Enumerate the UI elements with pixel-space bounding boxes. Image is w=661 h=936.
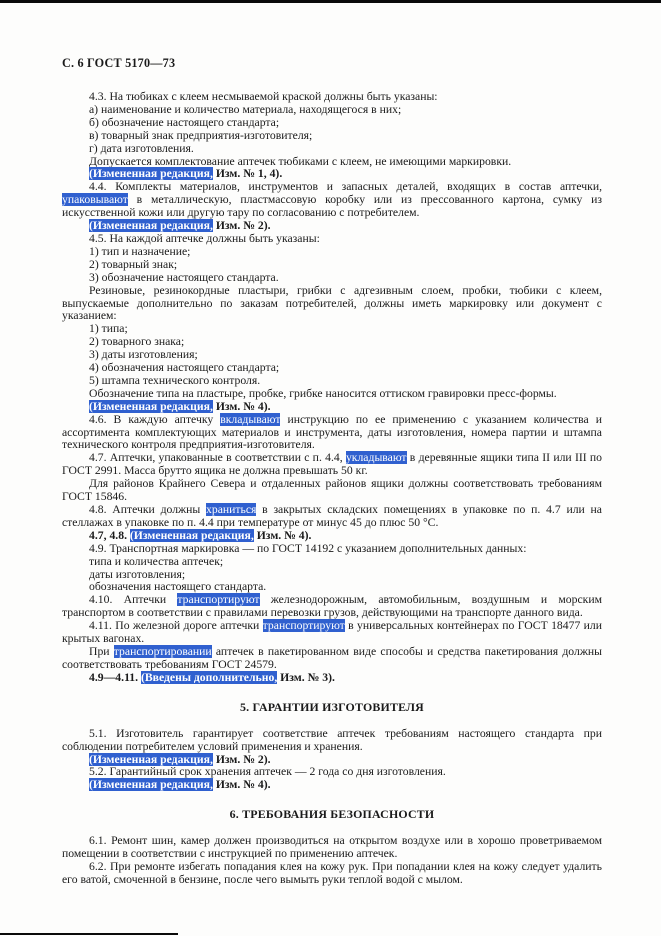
text-run: в закрытых складских помещениях в упаковке по п. 4.7 или на стеллажах в упаковке по п. 4.4 при температуре от минус 45 до плюс 50 °С. (62, 503, 602, 529)
text-run: 4) обозначения настоящего стандарта; (89, 361, 280, 375)
paragraph (62, 388, 602, 401)
scan-edge-top (0, 0, 661, 3)
text-run: 5.1. Изготовитель гарантирует соответствие аптечек требованиям настоящего стандарта при соблюдении потребителем условий применения и хранения. (62, 726, 602, 753)
text-run: 5. ГАРАНТИИ ИЗГОТОВИТЕЛЯ (240, 699, 424, 714)
text-run: 4.7. Аптечки, упакованные в соответствии с п. 4.4, (89, 451, 346, 465)
search-highlight: (Введены дополнительно, (140, 670, 278, 684)
search-highlight: упаковывают (62, 193, 128, 207)
paragraph (62, 861, 602, 887)
text-run: Резиновые, резинокордные пластыри, грибки с адгезивным слоем, пробки, тюбики с клеем, выпускаемые дополнительно по заказам потребителей, должны иметь маркировку или документ с указанием: (62, 283, 602, 323)
text-run: Изм. № 4). (212, 399, 271, 413)
text-run: 2) товарный знак; (89, 257, 178, 271)
text-run: 2) товарного знака; (89, 335, 185, 349)
text-run: 4.10. Аптечки (89, 593, 178, 607)
paragraph (62, 414, 602, 453)
text-run: 4.4. Комплекты материалов, инструментов и запасных деталей, входящих в состав аптечки, (89, 180, 602, 194)
paragraph (62, 620, 602, 646)
text-run: 1) типа; (89, 322, 128, 336)
text-run: а) наименование и количество материала, находящегося в них; (89, 102, 402, 116)
paragraph (62, 779, 602, 792)
paragraph (62, 835, 602, 861)
page-header: С. 6 ГОСТ 5170—73 (62, 56, 176, 70)
text-run: железнодорожным, автомобильным, воздушным и морским транспортом в соответствии с правилами перевозки грузов, действующими на транспорте данного вида. (62, 593, 602, 620)
text-run: Изм. № 1, 4). (212, 167, 283, 181)
paragraph (62, 285, 602, 324)
paragraph (62, 594, 602, 620)
section-heading (62, 701, 602, 714)
search-highlight: (Измененная редакция, (89, 399, 213, 413)
text-run: 4.3. На тюбиках с клеем несмываемой краской должны быть указаны: (89, 90, 438, 103)
text-run: 4.7, 4.8. (89, 528, 130, 542)
search-highlight: (Измененная редакция, (89, 167, 213, 181)
paragraph (62, 452, 602, 478)
paragraph (62, 181, 602, 220)
text-run: типа и количества аптечек; (89, 554, 224, 568)
text-run: 6.1. Ремонт шин, камер должен производиться на открытом воздухе или в хорошо проветриваемом помещении в соответствии с инструкцией по применению аптечек. (62, 834, 602, 861)
text-run: Изм. № 2). (212, 752, 271, 766)
paragraph (62, 646, 602, 672)
text-run: даты изготовления; (89, 567, 186, 581)
text-run: в универсальных контейнерах по ГОСТ 18477 или крытых вагонах. (62, 619, 603, 646)
text-run: Для районов Крайнего Севера и отдаленных районов ящики должны соответствовать требованиям ГОСТ 15846. (62, 477, 602, 504)
scan-edge-bottom (0, 933, 178, 935)
text-run: 4.6. В каждую аптечку (89, 412, 221, 426)
text-run: Обозначение типа на пластыре, пробке, грибке наносится оттиском гравировки пресс-формы. (89, 386, 557, 400)
section-heading (62, 808, 602, 821)
text-run: Изм. № 4). (253, 528, 312, 542)
search-highlight: вкладывают (220, 412, 281, 426)
text-run: аптечек в пакетированном виде способы и средства пакетирования должны соответствовать требованиям ГОСТ 24579. (62, 644, 603, 671)
text-run: в металлическую, пластмассовую коробку или из прессованного картона, сумку из искусственной кожи или другую тару по согласованию с потребителем. (62, 193, 602, 220)
text-run: Изм. № 2). (212, 219, 271, 233)
search-highlight: (Измененная редакция, (89, 752, 213, 766)
document-page (62, 57, 602, 887)
text-run: б) обозначение настоящего стандарта; (89, 115, 280, 129)
paragraph (62, 504, 602, 530)
paragraph (62, 672, 602, 685)
text-run: 3) обозначение настоящего стандарта. (89, 270, 279, 284)
text-run: 1) тип и назначение; (89, 244, 191, 258)
text-run: Изм. № 3). (277, 670, 335, 684)
text-run: в) товарный знак предприятия-изготовителя; (89, 128, 313, 142)
search-highlight: храниться (206, 503, 257, 516)
document-body (62, 91, 602, 887)
text-run: 4.5. На каждой аптечке должны быть указаны: (89, 231, 320, 245)
text-run: При (89, 644, 114, 658)
text-run: Допускается комплектование аптечек тюбиками с клеем, не имеющими маркировки. (89, 154, 512, 168)
text-run: 6. ТРЕБОВАНИЯ БЕЗОПАСНОСТИ (229, 807, 435, 822)
text-run: 4.11. По железной дороге аптечки (89, 619, 263, 633)
search-highlight: транспортируют (177, 593, 260, 607)
text-run: Изм. № 4). (212, 778, 271, 792)
search-highlight: укладывают (345, 451, 407, 465)
text-run: инструкцию по ее применению с указанием количества и ассортимента комплектующих материалов и инструмента, даты изготовления, номера партии и штампа технического контроля предприятия-изготовителя. (62, 412, 603, 452)
search-highlight: транспортируют (262, 619, 345, 633)
text-run: г) дата изготовления. (89, 141, 194, 155)
search-highlight: (Измененная редакция, (129, 528, 254, 542)
text-run: 5.2. Гарантийный срок хранения аптечек — 2 года со дня изготовления. (89, 765, 446, 779)
text-run: в деревянные ящики типа II или III по ГОСТ 2991. Масса брутто ящика не должна превышать 50 кг. (62, 451, 602, 478)
text-run: 5) штампа технического контроля. (89, 373, 261, 387)
search-highlight: транспортировании (113, 644, 212, 658)
text-run: 3) даты изготовления; (89, 348, 198, 362)
text-run: 4.9. Транспортная маркировка — по ГОСТ 14192 с указанием дополнительных данных: (89, 541, 527, 555)
search-highlight: (Измененная редакция, (89, 219, 213, 233)
search-highlight: (Измененная редакция, (89, 778, 213, 792)
paragraph (62, 728, 602, 754)
paragraph (62, 478, 602, 504)
text-run: 6.2. При ремонте избегать попадания клея на кожу рук. При попадании клея на кожу следует удалить его ватой, смоченной в бензине, после чего вымыть руки теплой водой с мылом. (62, 860, 602, 886)
text-run: 4.9—4.11. (89, 670, 141, 684)
text-run: 4.8. Аптечки должны (89, 503, 206, 516)
text-run: обозначения настоящего стандарта. (89, 580, 267, 594)
